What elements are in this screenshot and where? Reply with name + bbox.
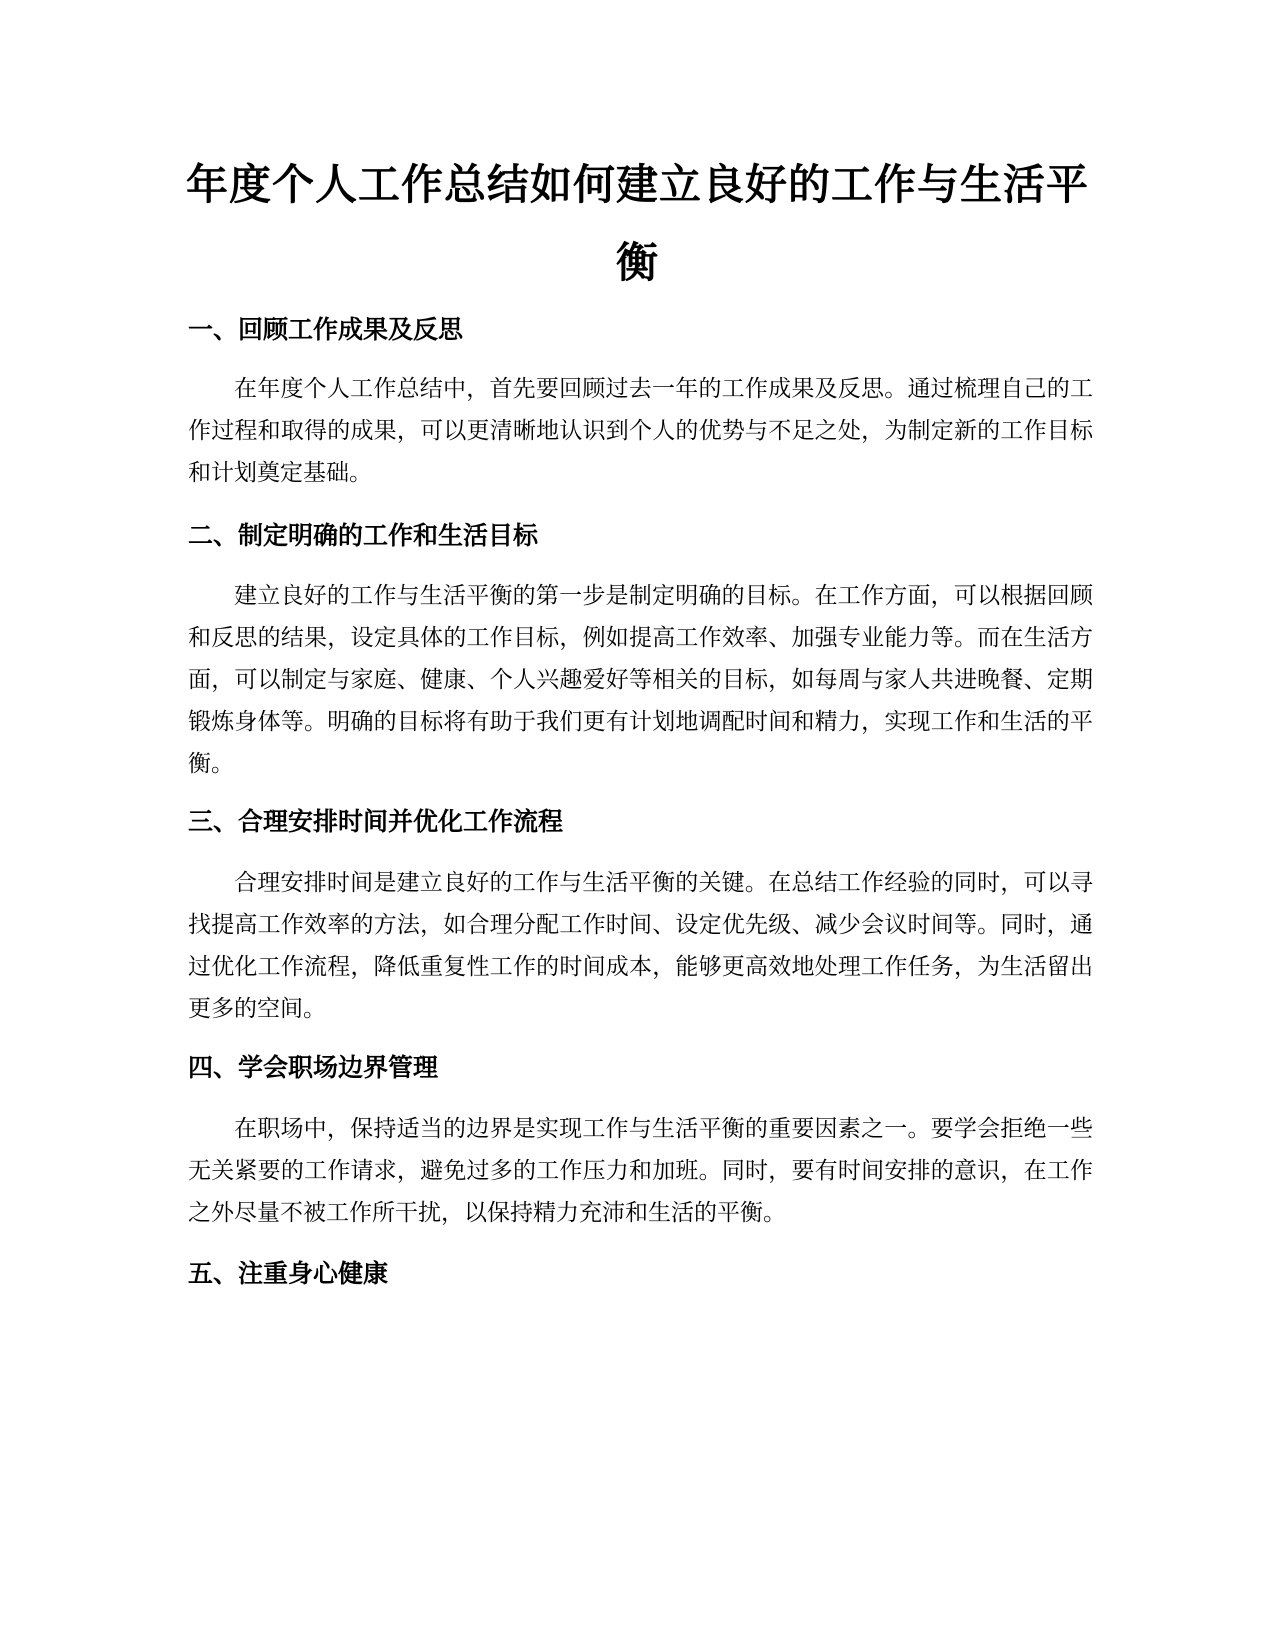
section-body-1: 在年度个人工作总结中，首先要回顾过去一年的工作成果及反思。通过梳理自己的工作过程和取得的成果，可以更清晰地认识到个人的优势与不足之处，为制定新的工作目标和计划奠定基础。 <box>188 376 1093 486</box>
section-body-4: 在职场中，保持适当的边界是实现工作与生活平衡的重要因素之一。要学会拒绝一些无关紧要的工作请求，避免过多的工作压力和加班。同时，要有时间安排的意识，在工作之外尽量不被工作所干扰，以保持精力充沛和生活的平衡。 <box>188 1116 1093 1226</box>
document-title: 年度个人工作总结如何建立良好的工作与生活平衡 <box>185 160 1089 287</box>
section-heading-3: 三、合理安排时间并优化工作流程 <box>188 807 564 836</box>
section-heading-2: 二、制定明确的工作和生活目标 <box>188 521 539 550</box>
section-heading-5: 五、注重身心健康 <box>188 1259 389 1288</box>
section-body-3: 合理安排时间是建立良好的工作与生活平衡的关键。在总结工作经验的同时，可以寻找提高工作效率的方法，如合理分配工作时间、设定优先级、减少会议时间等。同时，通过优化工作流程，降低重复性工作的时间成本，能够更高效地处理工作任务，为生活留出更多的空间。 <box>188 870 1093 1022</box>
section-body-2: 建立良好的工作与生活平衡的第一步是制定明确的目标。在工作方面，可以根据回顾和反思的结果，设定具体的工作目标，例如提高工作效率、加强专业能力等。而在生活方面，可以制定与家庭、健康、个人兴趣爱好等相关的目标，如每周与家人共进晚餐、定期锻炼身体等。明确的目标将有助于我们更有计划地调配时间和精力，实现工作和生活的平衡。 <box>188 583 1093 777</box>
section-heading-1: 一、回顾工作成果及反思 <box>188 315 464 344</box>
section-heading-4: 四、学会职场边界管理 <box>188 1053 439 1082</box>
